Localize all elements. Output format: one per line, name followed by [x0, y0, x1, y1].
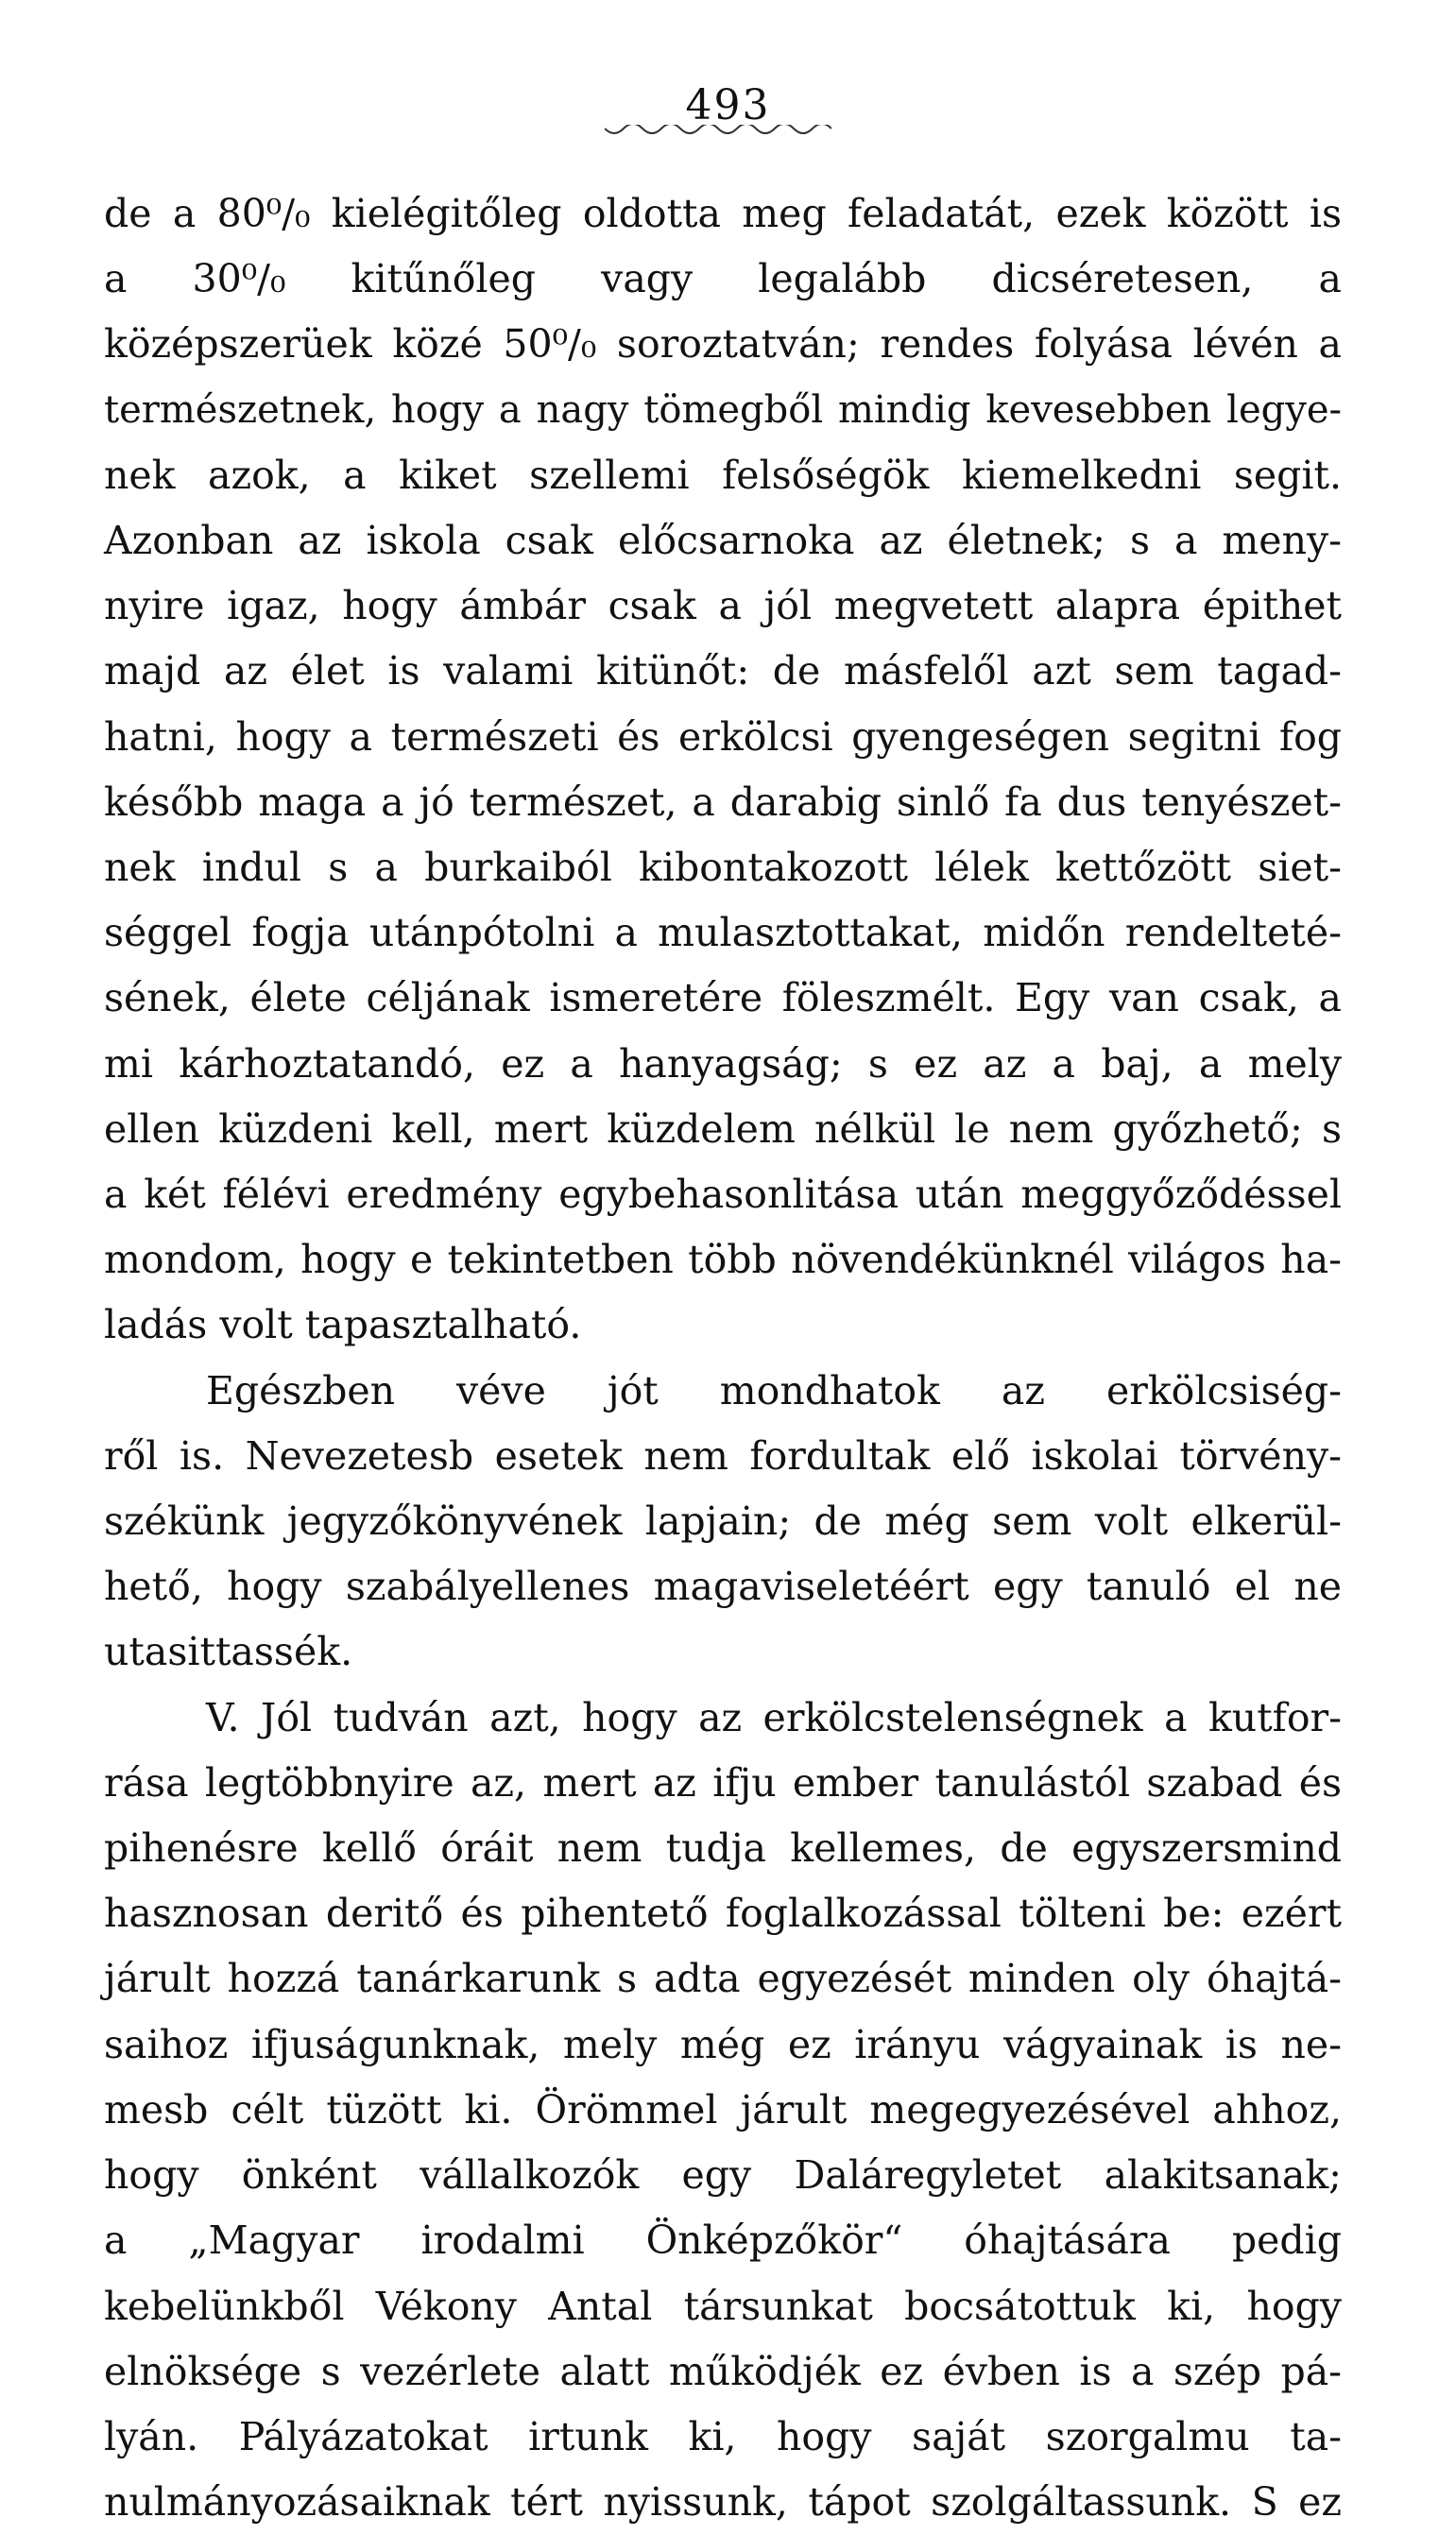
text-line: majd az élet is valami kitünőt: de másfelől azt sem tagad-	[104, 648, 1342, 694]
text-line: elnöksége s vezérlete alatt működjék ez évben is a szép pá-	[104, 2348, 1342, 2394]
text-line: mesb célt tüzött ki. Örömmel járult megegyezésével ahhoz,	[104, 2086, 1342, 2132]
text-line: ről is. Nevezetesb esetek nem fordultak elő iskolai törvény-	[104, 1432, 1342, 1479]
paragraph-section-v	[104, 1686, 1342, 2535]
text-line: mondom, hogy e tekintetben több növendékünknél világos ha-	[104, 1237, 1342, 1283]
text-line: hető, hogy szabályellenes magaviseletéért egy tanuló el ne	[104, 1564, 1342, 1610]
text-line: hogy önként vállalkozók egy Daláregyletet alakitsanak;	[104, 2152, 1342, 2199]
text-line: székünk jegyzőkönyvének lapjain; de még sem volt elkerül-	[104, 1499, 1342, 1545]
text-line: saihoz ifjuságunknak, mely még ez irányu vágyainak is ne-	[104, 2021, 1342, 2067]
page-body	[104, 181, 1342, 2535]
text-line: hasznosan deritő és pihentető foglalkozással tölteni be: ezért	[104, 1891, 1342, 1937]
text-line: de a 80⁰/₀ kielégitőleg oldotta meg feladatát, ezek között is	[104, 191, 1342, 236]
text-line: a két félévi eredmény egybehasonlitása után meggyőződéssel	[104, 1172, 1342, 1218]
text-line: utasittassék.	[104, 1629, 353, 1675]
text-line: mi kárhoztatandó, ez a hanyagság; s ez az a baj, a mely	[104, 1040, 1342, 1087]
page-number: 493	[685, 81, 771, 129]
text-line: ellen küzdeni kell, mert küzdelem nélkül le nem győzhető; s	[104, 1105, 1342, 1152]
text-line: Azonban az iskola csak előcsarnoka az életnek; s a meny-	[104, 518, 1342, 564]
text-line: rása legtöbbnyire az, mert az ifju ember tanulástól szabad és	[104, 1759, 1342, 1806]
text-line: V. Jól tudván azt, hogy az erkölcstelenségnek a kutfor-	[206, 1694, 1342, 1740]
text-line: kebelünkből Vékony Antal társunkat bocsátottuk ki, hogy	[104, 2283, 1342, 2329]
paragraph-morality	[104, 1359, 1342, 1686]
text-line: hatni, hogy a természeti és erkölcsi gyengeségen segitni fog	[104, 713, 1342, 760]
text-line: lyán. Pályázatokat irtunk ki, hogy saját szorgalmu ta-	[104, 2413, 1342, 2459]
text-line: a 30⁰/₀ kitűnőleg vagy legalább dicséretesen, a	[104, 256, 1342, 302]
text-line: nulmányozásaiknak tért nyissunk, tápot szolgáltassunk. S ez	[104, 2479, 1342, 2526]
text-line: Egészben véve jót mondhatok az erkölcsiség-	[206, 1367, 1342, 1413]
text-line: a „Magyar irodalmi Önképzőkör“ óhajtására pedig	[104, 2218, 1342, 2264]
text-line: középszerüek közé 50⁰/₀ soroztatván; rendes folyása lévén a	[104, 321, 1342, 368]
text-line: nek azok, a kiket szellemi felsőségök kiemelkedni segit.	[104, 452, 1342, 498]
header-ornament	[605, 125, 831, 138]
text-line: nyire igaz, hogy ámbár csak a jól megvetett alapra épithet	[104, 583, 1342, 629]
text-line: járult hozzá tanárkarunk s adta egyezését minden oly óhajtá-	[104, 1956, 1342, 2002]
paragraph-results	[104, 181, 1342, 1359]
text-line: sének, élete céljának ismeretére föleszmélt. Egy van csak, a	[104, 975, 1342, 1021]
text-line: természetnek, hogy a nagy tömegből mindig kevesebben legye-	[104, 387, 1342, 432]
text-line: később maga a jó természet, a darabig sinlő fa dus tenyészet-	[104, 779, 1342, 825]
text-line: ladás volt tapasztalható.	[104, 1302, 582, 1348]
text-line: pihenésre kellő óráit nem tudja kellemes, de egyszersmind	[104, 1825, 1342, 1872]
text-line: séggel fogja utánpótolni a mulasztottakat, midőn rendelteté-	[104, 910, 1342, 956]
text-line: nek indul s a burkaiból kibontakozott lélek kettőzött siet-	[104, 845, 1342, 891]
